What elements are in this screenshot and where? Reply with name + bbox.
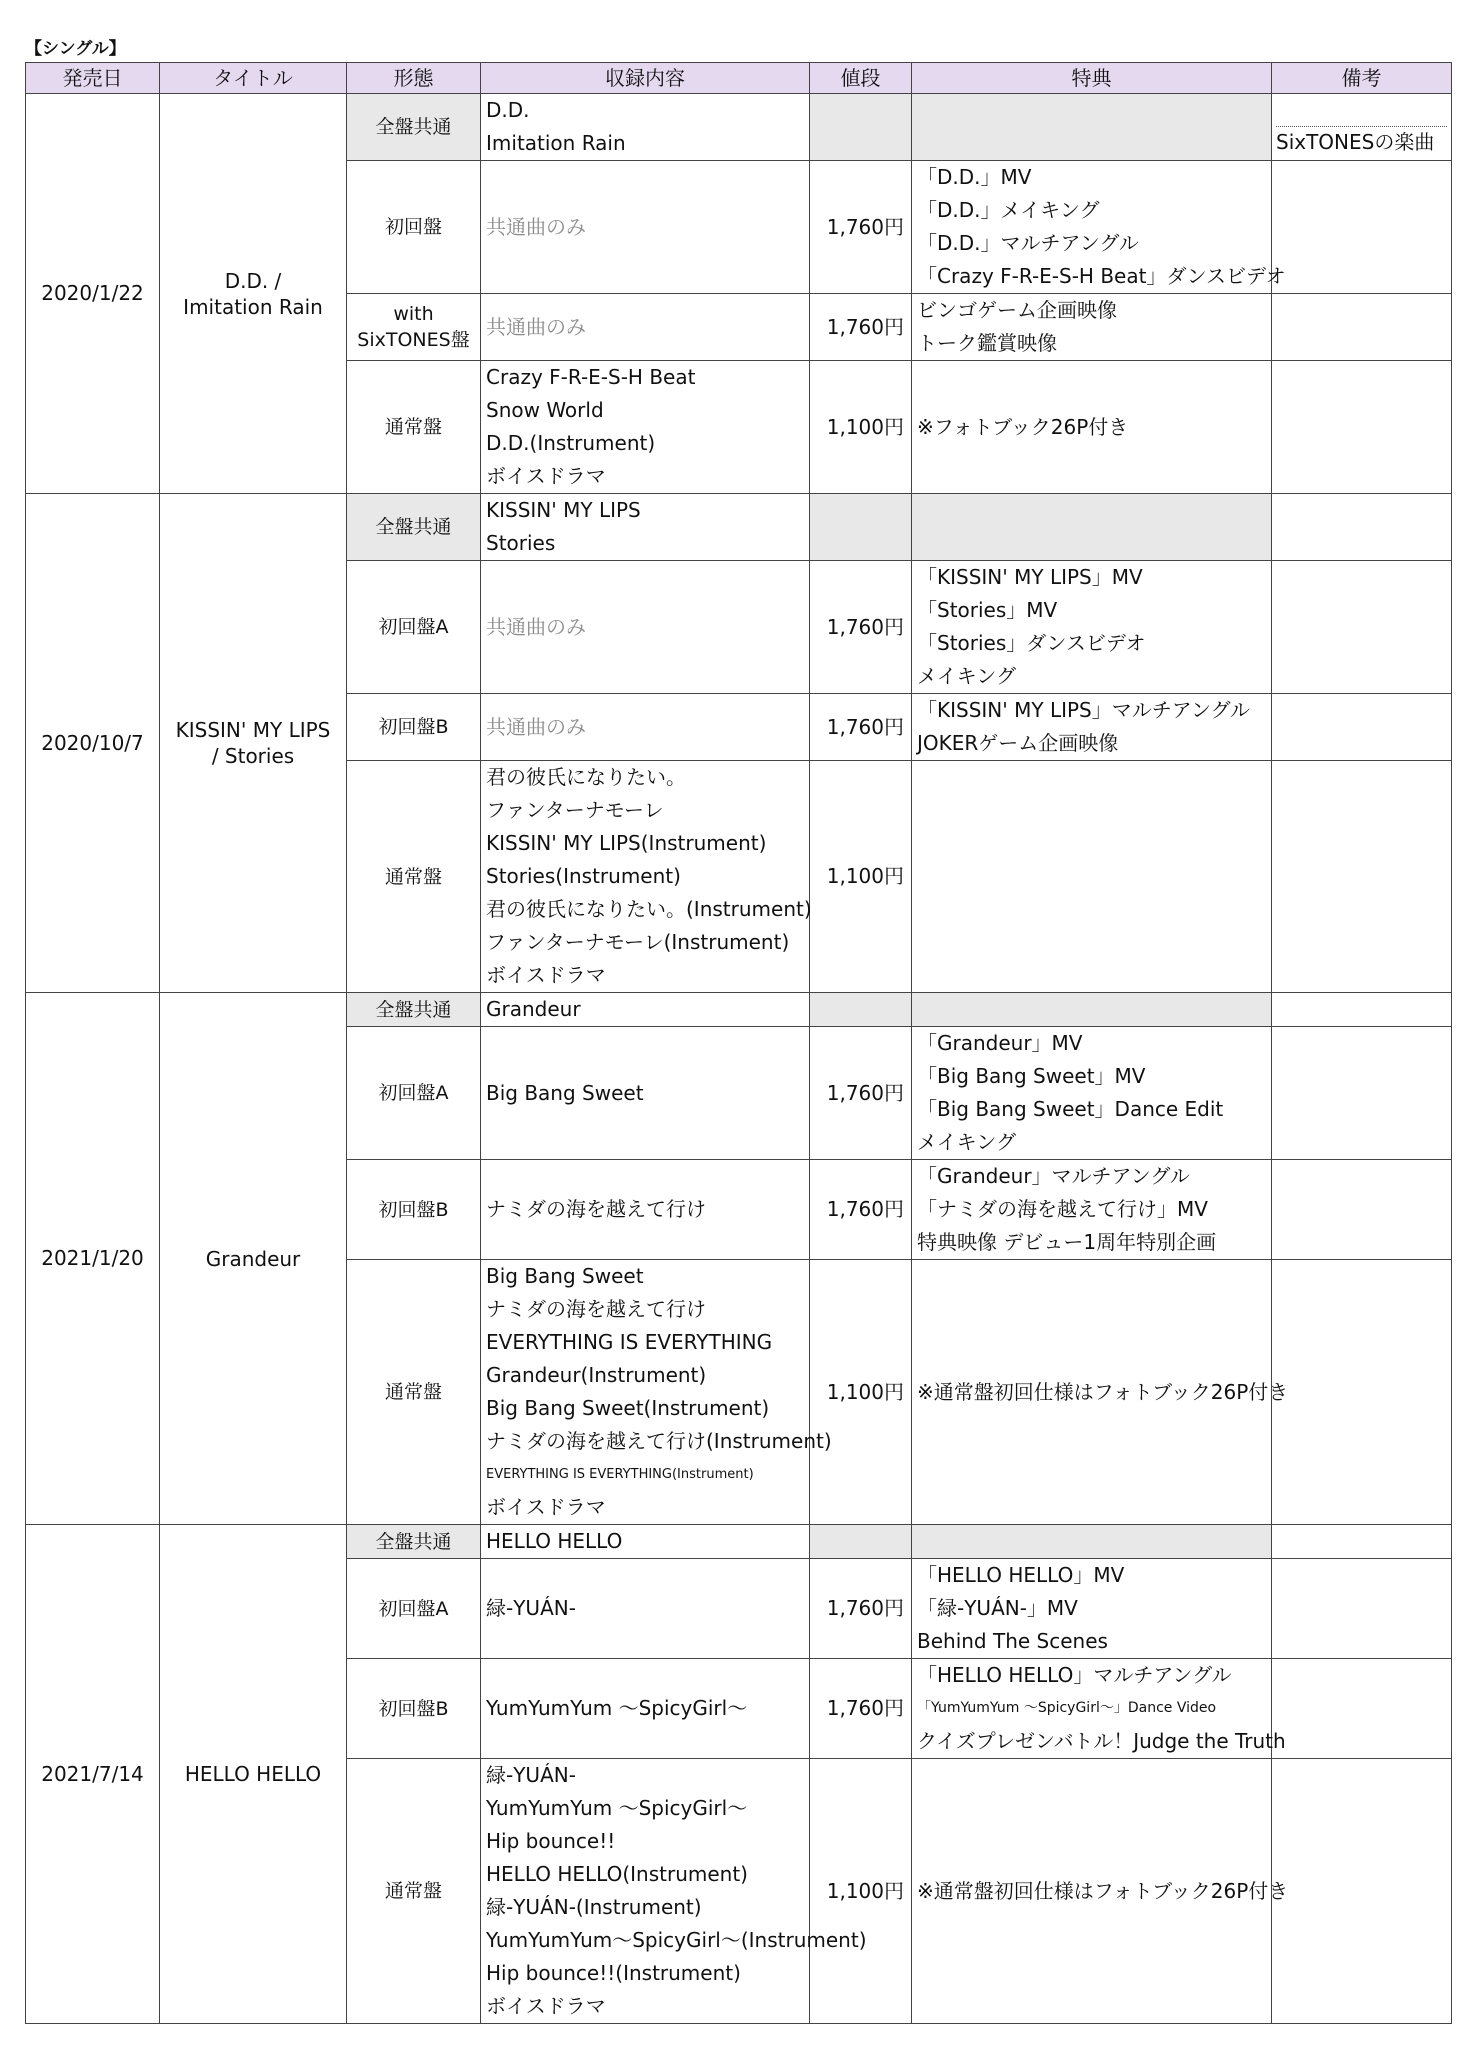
notes	[1272, 294, 1452, 361]
header-notes: 備考	[1272, 63, 1452, 94]
common-tracks-only: 共通曲のみ	[486, 314, 586, 339]
edition-line: 通常盤	[384, 1381, 442, 1403]
notes	[1272, 1525, 1452, 1559]
title-line: / Stories	[211, 744, 295, 768]
notes	[1272, 494, 1452, 561]
edition-type	[347, 993, 481, 1027]
track-line: 緑-YUÁN-	[486, 1763, 576, 1787]
bonus-line: 「Grandeur」マルチアングル	[917, 1164, 1190, 1188]
track-line: ボイスドラマ	[486, 1495, 606, 1519]
edition-line: 初回盤A	[378, 1597, 449, 1620]
edition-line: 通常盤	[384, 416, 442, 438]
notes-text: SixTONESの楽曲	[1276, 130, 1435, 154]
edition-type	[347, 294, 481, 361]
track-line: ボイスドラマ	[486, 1994, 606, 2018]
title-line: Grandeur	[205, 1246, 301, 1271]
track-list	[481, 993, 810, 1027]
bonus-line: 「D.D.」メイキング	[917, 198, 1100, 222]
track-list	[481, 94, 810, 161]
price: 1,760円	[810, 561, 912, 694]
bonus-list	[912, 94, 1272, 161]
bonus-line: 「KISSIN' MY LIPS」マルチアングル	[917, 698, 1250, 722]
bonus-line: メイキング	[917, 664, 1016, 688]
bonus-list	[912, 1525, 1272, 1559]
edition-type	[347, 1027, 481, 1160]
track-line: HELLO HELLO(Instrument)	[486, 1862, 748, 1886]
single-title	[160, 1525, 347, 2024]
track-line: Stories	[486, 531, 556, 555]
track-line: Grandeur(Instrument)	[486, 1363, 707, 1387]
notes	[1272, 761, 1452, 993]
track-line: 緑-YUÁN-	[486, 1596, 576, 1620]
track-list	[481, 494, 810, 561]
bonus-line: 「Stories」ダンスビデオ	[917, 631, 1146, 655]
price: 1,760円	[810, 1659, 912, 1759]
price: 1,100円	[810, 361, 912, 494]
bonus-line: 「D.D.」マルチアングル	[917, 231, 1139, 255]
track-line: Imitation Rain	[486, 131, 626, 155]
edition-line: 通常盤	[384, 865, 442, 888]
edition-type	[347, 1260, 481, 1525]
bonus-list	[912, 1027, 1272, 1160]
track-line: Big Bang Sweet(Instrument)	[486, 1396, 770, 1420]
edition-line: 初回盤B	[378, 1198, 449, 1221]
bonus-line: 「Stories」MV	[917, 598, 1058, 622]
bonus-line: ※通常盤初回仕様はフォトブック26P付き	[917, 1379, 1289, 1404]
bonus-line: クイズプレゼンバトル！Judge the Truth	[917, 1729, 1286, 1753]
bonus-line: ビンゴゲーム企画映像	[917, 298, 1117, 322]
table-body	[26, 94, 1452, 2024]
table-row	[26, 94, 1452, 161]
title-line: HELLO HELLO	[184, 1762, 322, 1786]
edition-type	[347, 1525, 481, 1559]
header-date: 発売日	[26, 63, 160, 94]
bonus-list	[912, 161, 1286, 294]
track-list	[481, 1559, 810, 1659]
common-tracks-only: 共通曲のみ	[486, 214, 586, 239]
edition-type	[347, 1559, 481, 1659]
bonus-line: 「YumYumYum ～SpicyGirl～」Dance Video	[917, 1700, 1217, 1716]
bonus-line: 「HELLO HELLO」マルチアングル	[917, 1663, 1232, 1687]
track-line: D.D.	[486, 98, 530, 122]
track-list	[481, 1160, 810, 1260]
notes	[1272, 561, 1452, 694]
edition-line: 初回盤B	[378, 1697, 449, 1720]
track-line: ナミダの海を越えて行け	[486, 1197, 706, 1221]
bonus-list	[912, 1160, 1272, 1260]
header-price: 値段	[810, 63, 912, 94]
edition-type	[347, 494, 481, 561]
notes	[1272, 161, 1452, 294]
header-row	[26, 63, 1452, 94]
bonus-list	[912, 694, 1272, 761]
bonus-line: ※通常盤初回仕様はフォトブック26P付き	[917, 1878, 1289, 1903]
notes	[1272, 361, 1452, 494]
bonus-list	[912, 361, 1272, 494]
price: 1,760円	[810, 294, 912, 361]
price	[810, 1525, 912, 1559]
track-line: HELLO HELLO	[486, 1529, 623, 1553]
header-bonus: 特典	[912, 63, 1272, 94]
track-line: Stories(Instrument)	[486, 864, 681, 888]
notes	[1272, 1659, 1452, 1759]
edition-type	[347, 694, 481, 761]
edition-type	[347, 1659, 481, 1759]
notes	[1272, 694, 1452, 761]
track-list	[481, 761, 810, 993]
track-line: KISSIN' MY LIPS(Instrument)	[486, 831, 767, 855]
single-title	[160, 94, 347, 494]
title-line: KISSIN' MY LIPS	[175, 718, 331, 742]
track-line: Big Bang Sweet	[486, 1264, 644, 1288]
bonus-line: Behind The Scenes	[917, 1629, 1108, 1653]
bonus-line: ※フォトブック26P付き	[917, 414, 1129, 439]
track-line: EVERYTHING IS EVERYTHING(Instrument)	[486, 1467, 754, 1482]
track-line: Crazy F-R-E-S-H Beat	[486, 365, 696, 389]
release-date: 2020/10/7	[26, 494, 160, 993]
edition-line: 全盤共通	[375, 516, 452, 538]
bonus-list	[912, 1659, 1286, 1759]
bonus-line: トーク鑑賞映像	[917, 331, 1057, 355]
edition-line: with	[393, 303, 434, 325]
track-line: Grandeur	[486, 997, 581, 1021]
edition-line: 初回盤A	[378, 1082, 449, 1104]
edition-line: 全盤共通	[375, 998, 452, 1021]
track-line: KISSIN' MY LIPS	[486, 498, 641, 522]
bonus-line: 「緑-YUÁN-」MV	[917, 1596, 1078, 1620]
bonus-line: 「ナミダの海を越えて行け」MV	[917, 1197, 1208, 1221]
table-row	[26, 494, 1452, 561]
track-line: ボイスドラマ	[486, 963, 606, 987]
track-list	[481, 1260, 832, 1525]
edition-line: 初回盤B	[378, 716, 449, 738]
bonus-line: 「D.D.」MV	[917, 165, 1032, 189]
track-list	[481, 161, 810, 294]
bonus-list	[912, 494, 1272, 561]
track-line: Hip bounce!!(Instrument)	[486, 1961, 741, 1985]
notes	[1272, 1759, 1452, 2024]
notes	[1272, 993, 1452, 1027]
price: 1,760円	[810, 694, 912, 761]
header-edition: 形態	[347, 63, 481, 94]
notes	[1272, 94, 1452, 161]
track-line: 緑-YUÁN-(Instrument)	[486, 1895, 702, 1919]
header-content: 収録内容	[481, 63, 810, 94]
price: 1,100円	[810, 761, 912, 993]
track-line: D.D.(Instrument)	[486, 431, 656, 455]
track-line: YumYumYum～SpicyGirl～(Instrument)	[486, 1928, 867, 1952]
bonus-line: JOKERゲーム企画映像	[917, 731, 1119, 755]
release-date: 2021/1/20	[26, 993, 160, 1525]
bonus-line: 「Crazy F-R-E-S-H Beat」ダンスビデオ	[917, 264, 1286, 288]
price: 1,760円	[810, 1160, 912, 1260]
singles-table	[25, 62, 1452, 2024]
edition-type	[347, 94, 481, 161]
notes-divider	[1276, 96, 1447, 127]
edition-line: 全盤共通	[375, 1530, 452, 1553]
bonus-list	[912, 761, 1272, 993]
edition-line: 初回盤A	[378, 616, 449, 638]
common-tracks-only: 共通曲のみ	[486, 714, 586, 739]
price: 1,100円	[810, 1759, 912, 2024]
track-list	[481, 1525, 810, 1559]
bonus-list	[912, 993, 1272, 1027]
page	[25, 36, 1452, 2024]
track-list	[481, 1027, 810, 1160]
price: 1,100円	[810, 1260, 912, 1525]
price: 1,760円	[810, 161, 912, 294]
track-line: ナミダの海を越えて行け(Instrument)	[486, 1429, 832, 1453]
table-row	[26, 1525, 1452, 1559]
edition-line: 初回盤	[384, 216, 442, 238]
track-line: ナミダの海を越えて行け	[486, 1297, 706, 1321]
edition-type	[347, 1759, 481, 2024]
track-line: 君の彼氏になりたい。	[486, 765, 686, 789]
track-list	[481, 361, 810, 494]
price	[810, 94, 912, 161]
bonus-line: 「HELLO HELLO」MV	[917, 1563, 1125, 1587]
notes	[1272, 1559, 1452, 1659]
single-title	[160, 494, 347, 993]
edition-type	[347, 161, 481, 294]
single-title	[160, 993, 347, 1525]
track-line: EVERYTHING IS EVERYTHING	[486, 1330, 773, 1354]
track-list	[481, 1659, 810, 1759]
bonus-list	[912, 1759, 1289, 2024]
track-line: Hip bounce!!	[486, 1829, 616, 1853]
bonus-line: メイキング	[917, 1130, 1016, 1154]
edition-type	[347, 1160, 481, 1260]
track-line: 君の彼氏になりたい。(Instrument)	[486, 897, 812, 921]
bonus-line: 「Grandeur」MV	[917, 1031, 1083, 1055]
header-title: タイトル	[160, 63, 347, 94]
edition-line: SixTONES盤	[357, 329, 470, 351]
table-row	[26, 993, 1452, 1027]
price: 1,760円	[810, 1559, 912, 1659]
bonus-list	[912, 561, 1272, 694]
bonus-line: 特典映像 デビュー1周年特別企画	[917, 1230, 1217, 1254]
track-line: ファンターナモーレ	[486, 798, 664, 822]
track-line: YumYumYum ～SpicyGirl～	[486, 1796, 748, 1820]
notes	[1272, 1260, 1452, 1525]
title-line: Imitation Rain	[183, 294, 323, 319]
track-line: Snow World	[486, 398, 604, 422]
track-line: ファンターナモーレ(Instrument)	[486, 930, 790, 954]
title-line: D.D. /	[224, 268, 282, 293]
track-line: Big Bang Sweet	[486, 1080, 644, 1105]
track-list	[481, 694, 810, 761]
bonus-line: 「Big Bang Sweet」MV	[917, 1064, 1146, 1088]
section-heading: 【シングル】	[25, 39, 126, 59]
notes	[1272, 1160, 1452, 1260]
bonus-line: 「KISSIN' MY LIPS」MV	[917, 565, 1143, 589]
release-date: 2020/1/22	[26, 94, 160, 494]
notes	[1272, 1027, 1452, 1160]
track-list	[481, 294, 810, 361]
edition-type	[347, 361, 481, 494]
bonus-list	[912, 1559, 1272, 1659]
price	[810, 494, 912, 561]
release-date: 2021/7/14	[26, 1525, 160, 2024]
track-list	[481, 561, 810, 694]
edition-line: 全盤共通	[375, 116, 452, 138]
edition-type	[347, 561, 481, 694]
track-line: ボイスドラマ	[486, 464, 606, 488]
track-line: YumYumYum ～SpicyGirl～	[486, 1696, 748, 1720]
price	[810, 993, 912, 1027]
common-tracks-only: 共通曲のみ	[486, 614, 586, 639]
price: 1,760円	[810, 1027, 912, 1160]
edition-line: 通常盤	[384, 1880, 442, 1902]
edition-type	[347, 761, 481, 993]
bonus-line: 「Big Bang Sweet」Dance Edit	[917, 1097, 1224, 1121]
bonus-list	[912, 1260, 1289, 1525]
bonus-list	[912, 294, 1272, 361]
